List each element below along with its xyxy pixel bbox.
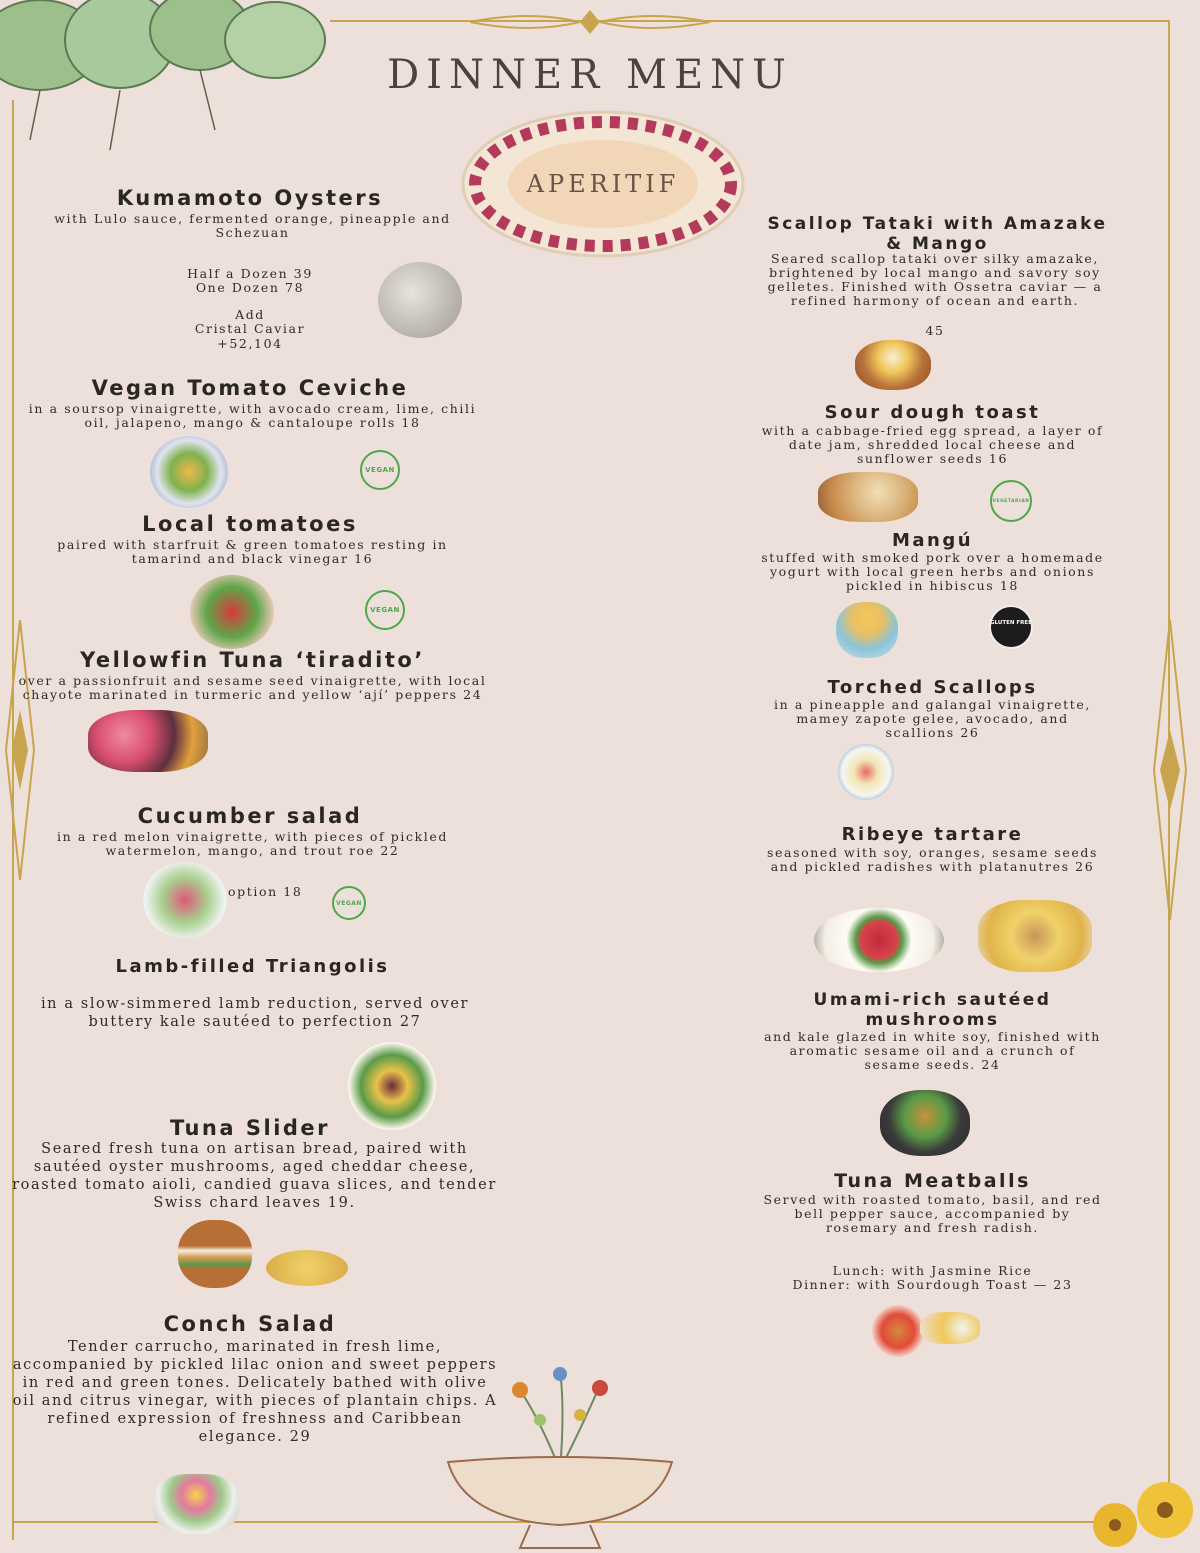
page-title: DINNER MENU <box>387 52 793 98</box>
dish-name: Tuna Meatballs <box>834 1170 1031 1192</box>
sourdough-toast-image <box>818 472 918 522</box>
dish-description: Seared fresh tuna on artisan bread, paired with sautéed oyster mushrooms, aged cheddar cheese, roasted tomato aioli, candied guava slices, and tender Swiss chard leaves 19. <box>12 1141 497 1211</box>
vegan-badge-icon: VEGAN <box>365 590 405 630</box>
dish-description: in a soursop vinaigrette, with avocado cream, lime, chili oil, jalapeno, mango & cantaloupe rolls 18 <box>28 401 477 430</box>
ribeye-tartare-image <box>814 908 944 972</box>
cucumber-salad-image <box>143 862 227 938</box>
dish-description: with a cabbage-fried egg spread, a layer of date jam, shredded local cheese and sunflower seeds 16 <box>761 423 1104 466</box>
dish-description: and kale glazed in white soy, finished with aromatic sesame oil and a crunch of sesame seeds. 24 <box>764 1029 1101 1072</box>
dish-description: stuffed with smoked pork over a homemade yogurt with local green herbs and onions pickled in hibiscus 18 <box>761 550 1104 593</box>
dish-price: 45 <box>925 323 945 338</box>
tomato-salad-image <box>190 575 274 649</box>
toast-and-rice-image <box>920 1312 980 1344</box>
tuna-meatballs-image <box>872 1305 924 1357</box>
gluten-free-badge-icon <box>989 605 1033 649</box>
gluten-free-badge-label: GLUTEN FREE <box>990 620 1032 626</box>
dish-name: Sour dough toast <box>824 402 1041 423</box>
dish-name: Scallop Tataki with Amazake & Mango <box>767 214 1108 254</box>
ceviche-image <box>150 436 228 508</box>
dish-description: paired with starfruit & green tomatoes resting in tamarind and black vinegar 16 <box>57 537 448 566</box>
dish-name: Yellowfin Tuna ‘tiradito’ <box>80 648 425 672</box>
dish-name: Mangú <box>891 530 974 551</box>
price-one-dozen: One Dozen 78 <box>195 280 305 295</box>
dish-name: Torched Scallops <box>827 677 1038 698</box>
price-half-dozen: Half a Dozen 39 <box>187 266 313 281</box>
dish-name: Vegan Tomato Ceviche <box>91 376 409 400</box>
dinner-option: Dinner: with Sourdough Toast — 23 <box>792 1277 1073 1292</box>
vegan-badge-icon: VEGAN <box>360 450 400 490</box>
dish-description: Served with roasted tomato, basil, and red bell pepper sauce, accompanied by rosemary and fresh radish. <box>763 1192 1102 1235</box>
addon-item: Cristal Caviar <box>194 321 306 336</box>
dish-description: Tender carrucho, marinated in fresh lime, accompanied by pickled lilac onion and sweet peppers in red and green tones. Delicately bathed with olive oil and citrus vinegar, with pieces of plantain chips. A refined expression of freshness and Caribbean elegance. 29 <box>12 1339 498 1445</box>
dish-name: Kumamoto Oysters <box>116 186 384 210</box>
torched-scallops-image <box>838 744 894 800</box>
plantain-chips-image <box>978 900 1092 972</box>
vegetarian-badge-icon: VEGETARIAN <box>990 480 1032 522</box>
tuna-tiradito-image <box>88 710 208 772</box>
dish-name: Cucumber salad <box>137 804 363 828</box>
addon-label: Add <box>235 307 265 322</box>
dish-description: Seared scallop tataki over silky amazake, brightened by local mango and savory soy gelletes. Finished with Ossetra caviar — a refined harmony of ocean and earth. <box>767 251 1103 308</box>
dish-description: seasoned with soy, oranges, sesame seeds and pickled radishes with platanutres 26 <box>767 845 1098 874</box>
plantain-chips-image <box>266 1250 348 1286</box>
dish-name: Lamb-filled Triangolis <box>115 956 390 977</box>
scallop-tataki-image <box>855 340 931 390</box>
vegan-badge-icon: VEGAN <box>332 886 366 920</box>
tuna-slider-image <box>178 1220 252 1288</box>
dish-name: Ribeye tartare <box>841 824 1024 845</box>
right-diamond-ornament-icon <box>1150 620 1190 920</box>
top-ornament-icon <box>470 8 710 38</box>
leaves-decoration-icon <box>0 0 330 150</box>
flowers-decoration-icon <box>1085 1465 1200 1553</box>
dish-name: Conch Salad <box>163 1312 337 1336</box>
decorative-bowl-icon <box>440 1360 680 1553</box>
dish-description: in a slow-simmered lamb reduction, served over buttery kale sautéed to perfection 27 <box>40 996 470 1030</box>
dish-description: in a red melon vinaigrette, with pieces of pickled watermelon, mango, and trout roe 22 <box>57 829 448 858</box>
section-label-aperitif: APERITIF <box>526 170 680 198</box>
dish-description: over a passionfruit and sesame seed vinaigrette, with local chayote marinated in turmeric and yellow ‘ají’ peppers 24 <box>18 673 487 702</box>
oysters-image <box>378 262 462 338</box>
frame-top-line <box>330 20 1170 22</box>
dish-name: Tuna Slider <box>169 1116 331 1140</box>
dish-name: Umami-rich sautéed mushrooms <box>813 990 1052 1030</box>
addon-price: +52,104 <box>217 336 283 351</box>
mangu-image <box>836 602 898 658</box>
lunch-option: Lunch: with Jasmine Rice <box>832 1263 1033 1278</box>
conch-salad-image <box>153 1474 239 1534</box>
option-price: option 18 <box>228 884 303 899</box>
mushrooms-pan-image <box>880 1090 970 1156</box>
dish-name: Local tomatoes <box>142 512 358 536</box>
dish-description: with Lulo sauce, fermented orange, pineapple and Schezuan <box>54 211 451 240</box>
dish-description: in a pineapple and galangal vinaigrette, mamey zapote gelee, avocado, and scallions 26 <box>774 697 1091 740</box>
